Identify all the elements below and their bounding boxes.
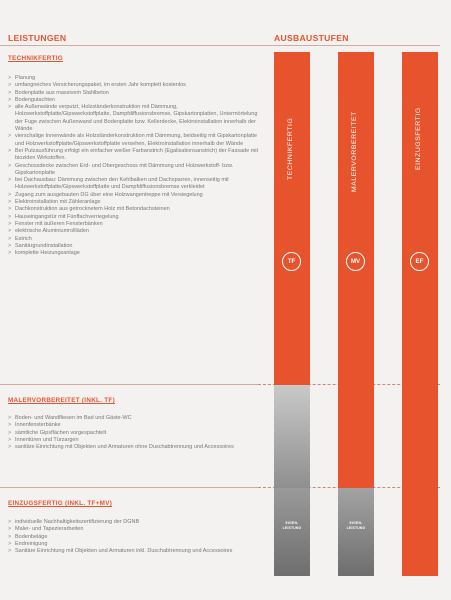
mv-badge: MV bbox=[346, 252, 365, 271]
tf-badge: TF bbox=[282, 252, 301, 271]
tf-mv-own-work-bar bbox=[274, 385, 310, 488]
own-work-line1: EIGEN- bbox=[285, 521, 299, 525]
mv-own-work-label bbox=[338, 521, 374, 531]
list-item: > komplette Heizungsanlage bbox=[8, 250, 263, 257]
list-item: > Maler- und Tapezierarbeiten bbox=[8, 526, 263, 533]
list-item: > Bodengutachten bbox=[8, 97, 263, 104]
list-item: > sämtliche Gipsflächen vorgespachtelt bbox=[8, 430, 263, 437]
list-malervorbereitet bbox=[8, 415, 263, 451]
tf-vertical-label: TECHNIKFERTIG bbox=[287, 117, 294, 180]
tf-ef-own-work-bar bbox=[274, 488, 310, 576]
list-item: > Boden- und Wandfliesen im Bad und Gäste-WC bbox=[8, 415, 263, 422]
list-item: > Bodenbeläge bbox=[8, 534, 263, 541]
list-item: > elektrische Aluminiumrollläden bbox=[8, 228, 263, 235]
list-item: > Innentüren und Türzargen bbox=[8, 437, 263, 444]
leistungen-heading: LEISTUNGEN bbox=[8, 33, 67, 43]
list-item: > umfangreiches Versicherungspaket, im ersten Jahr komplett kostenlos bbox=[8, 82, 263, 89]
own-work-line1: EIGEN- bbox=[349, 521, 363, 525]
list-item: > Bodenplatte aus massivem Stahlbeton bbox=[8, 90, 263, 97]
list-item: > sanitäre Einrichtung mit Objekten und Armaturen ohne Duschabtrennung und Accessoires bbox=[8, 444, 263, 451]
list-item: > Elektroinstallation mit Zähleranlage bbox=[8, 199, 263, 206]
section-title-einzugsfertig: EINZUGSFERTIG (INKL. TF+MV) bbox=[8, 500, 113, 507]
list-item: > bei Dachausbau: Dämmung zwischen den Kehlbalken und Dachsparren, innenseitig mit Holzwerkstoffplatte/Gipswerkstoffplatte und Dampfdiffusionsbremse verkleidet bbox=[8, 177, 263, 192]
tf-own-work-label bbox=[274, 521, 310, 531]
list-item: > Fenster mit äußeren Fensterbänken bbox=[8, 221, 263, 228]
ef-badge: EF bbox=[410, 252, 429, 271]
list-item: > Sanitäre Einrichtung mit Objekten und Armaturen inkl. Duschabtrennung und Accessoires bbox=[8, 548, 263, 555]
list-item: > Bei Putzausführung erfolgt ein einfacher weißer Farbanstrich (Egalisationsanstrich) der Fassade mit bioziden Wirkstoffen. bbox=[8, 148, 263, 163]
list-item: > Hauseingangstür mit Fünffachverriegelung bbox=[8, 214, 263, 221]
section-divider-ef bbox=[0, 487, 258, 488]
list-item: > alle Außenwände verputzt, Holzständerkonstruktion mit Dämmung, Holzwerkstoffplatte/Gipswerkstoffplatte, Dampfdiffusionsbremse, Gipskartonplatten, Untermörtelung der Fuge zwischen Außenwand und Bodenplatte bzw. Kellerdecke, Elektroinstallation innerhalb der Wände bbox=[8, 104, 263, 133]
own-work-line2: LEISTUNG bbox=[346, 526, 366, 530]
section-title-malervorbereitet: MALERVORBEREITET (INKL. TF) bbox=[8, 397, 115, 404]
list-technikfertig bbox=[8, 75, 263, 257]
tf-bar bbox=[274, 52, 310, 385]
list-item: > Endreinigung bbox=[8, 541, 263, 548]
ef-vertical-label: EINZUGSFERTIG bbox=[415, 107, 422, 170]
list-item: > Innenfensterbänke bbox=[8, 422, 263, 429]
list-item: > Estrich bbox=[8, 236, 263, 243]
own-work-line2: LEISTUNG bbox=[282, 526, 302, 530]
mv-vertical-label: MALERVORBEREITET bbox=[351, 111, 358, 192]
mv-ef-own-work-bar bbox=[338, 488, 374, 576]
list-item: > Dachkonstruktion aus getrocknetem Holz mit Betondachsteinen bbox=[8, 206, 263, 213]
list-item: > vierschalige Innenwände als Holzständerkonstruktion mit Dämmung, beidseitig mit Gipskartonplatte und Holzwerkstoffplatte/Gipswerkstoffplatte versehen, Elektroinstallation innerhalb der Wände bbox=[8, 133, 263, 148]
list-item: > Sanitärgrundinstallation bbox=[8, 243, 263, 250]
list-item: > Planung bbox=[8, 75, 263, 82]
section-divider-mv bbox=[0, 384, 258, 385]
section-title-technikfertig: TECHNIKFERTIG bbox=[8, 55, 63, 62]
list-einzugsfertig bbox=[8, 519, 263, 555]
ausbaustufen-heading: AUSBAUSTUFEN bbox=[274, 33, 349, 43]
header-divider bbox=[0, 45, 440, 46]
list-item: > individuelle Nachhaltigkeitszertifizierung der DGNB bbox=[8, 519, 263, 526]
list-item: > Zugang zum ausgebauten DG über eine Holzwangentreppe mit Versiegelung bbox=[8, 192, 263, 199]
list-item: > Geschossdecke zwischen Erd- und Obergeschoss mit Dämmung und Holzwerkstoff- bzw. Gipskartonplatte bbox=[8, 163, 263, 178]
